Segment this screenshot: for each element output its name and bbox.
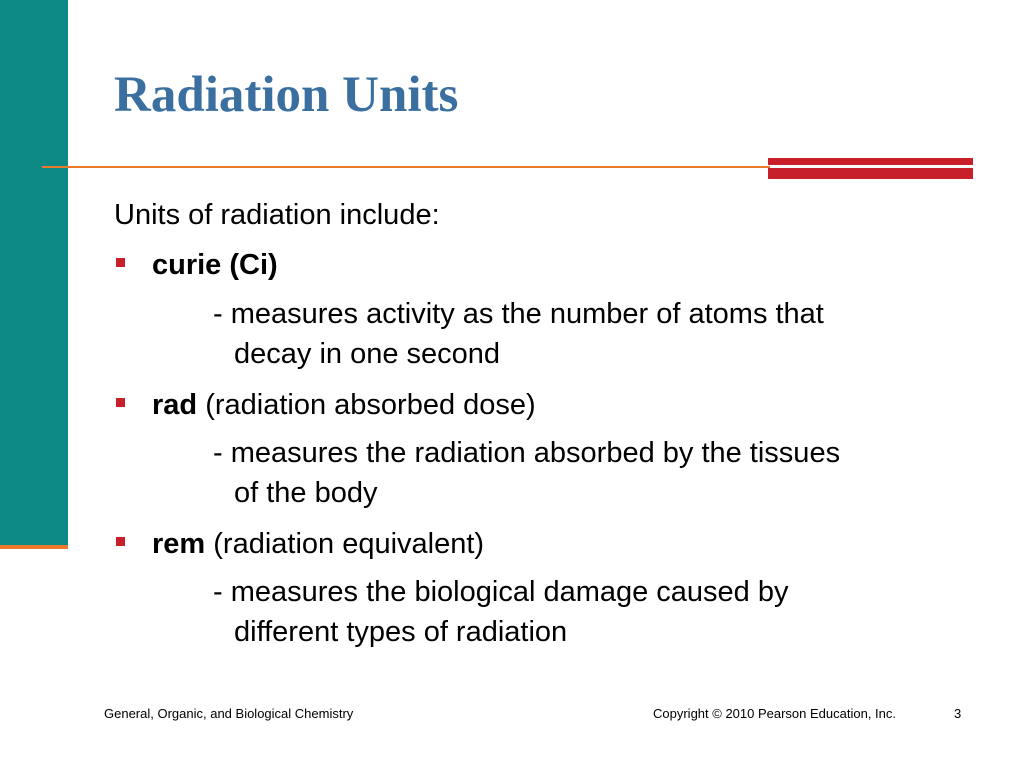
footer-book-title: General, Organic, and Biological Chemistry: [104, 706, 354, 721]
bullet-description: [213, 294, 824, 374]
description-line-2: different types of radiation: [234, 616, 568, 648]
red-decor-bar-top: [768, 158, 973, 165]
bullet-label: [152, 525, 484, 563]
bullet-description: [213, 433, 840, 513]
bullet-term: rad: [152, 389, 198, 421]
bullet-term: rem: [152, 528, 206, 560]
description-line-1: - measures the radiation absorbed by the tissues: [213, 437, 841, 469]
bullet-rest: (radiation absorbed dose): [197, 389, 536, 421]
description-line-2: of the body: [234, 477, 378, 509]
description-line-1: - measures the biological damage caused by: [213, 576, 789, 608]
bullet-term: curie (Ci): [152, 249, 278, 281]
description-line-1: - measures activity as the number of atoms that: [213, 298, 824, 330]
red-decor-bar-bottom: [768, 168, 973, 179]
bullet-label: [152, 246, 278, 284]
description-line-2: decay in one second: [234, 338, 501, 370]
square-bullet-icon: [116, 398, 125, 407]
intro-text: Units of radiation include:: [114, 199, 440, 231]
square-bullet-icon: [116, 258, 125, 267]
bullet-label: [152, 386, 536, 424]
title-underline-rule: [42, 166, 770, 168]
bullet-rest: (radiation equivalent): [205, 528, 485, 560]
bullet-description: [213, 572, 789, 652]
left-teal-bar: [0, 0, 68, 545]
slide-title: Radiation Units: [114, 67, 459, 123]
footer-copyright: Copyright © 2010 Pearson Education, Inc.: [653, 706, 897, 721]
left-bar-orange-accent: [0, 545, 68, 549]
square-bullet-icon: [116, 537, 125, 546]
footer-page-number: 3: [954, 706, 962, 721]
